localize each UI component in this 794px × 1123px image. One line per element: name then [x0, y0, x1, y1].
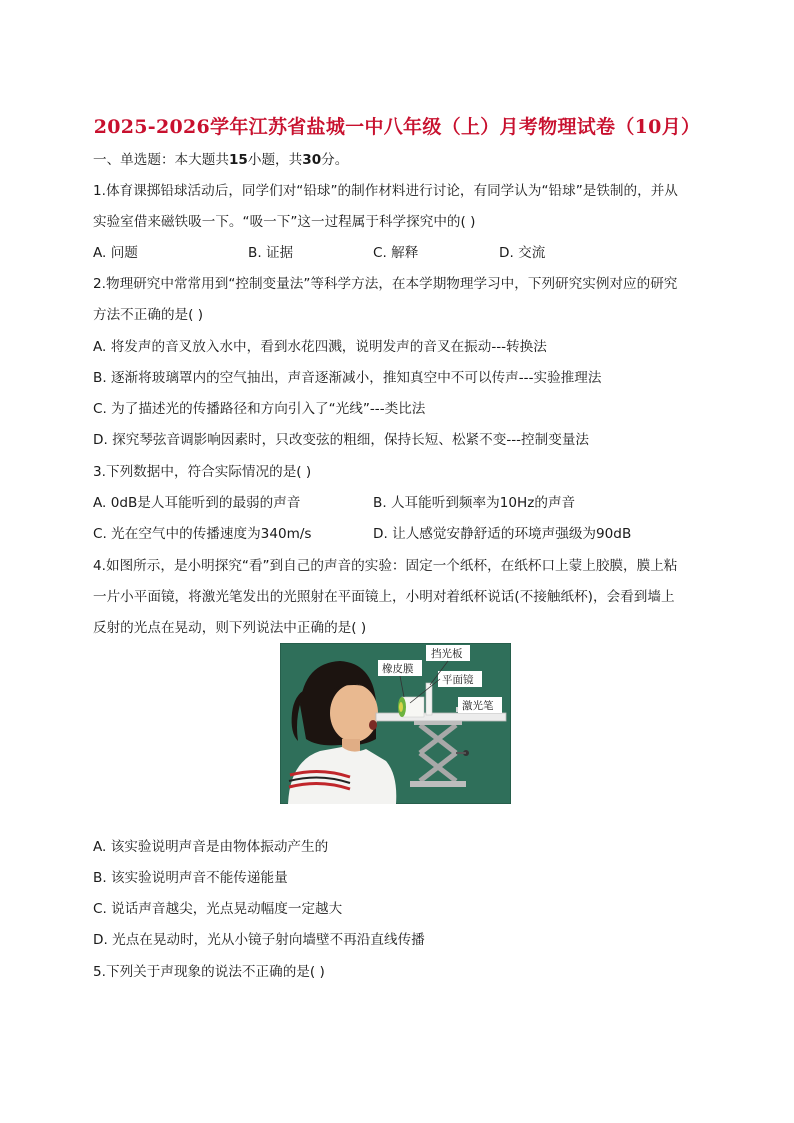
q4-option-c: C. 说话声音越尖，光点晃动幅度一定越大 [93, 901, 343, 917]
q1-option-c: C. 解释 [373, 245, 419, 261]
q4-option-a: A. 该实验说明声音是由物体振动产生的 [93, 839, 329, 855]
experiment-illustration [280, 643, 511, 804]
q5-stem: 5.下列关于声现象的说法不正确的是( ) [93, 964, 325, 980]
q1-stem-line1: 1.体育课掷铅球活动后，同学们对“铅球”的制作材料进行讨论，有同学认为“铅球”是铁制的，并从 [93, 183, 678, 199]
q4-stem-line2: 一片小平面镜，将激光笔发出的光照射在平面镜上，小明对着纸杯说话(不接触纸杯)，会看到墙上 [93, 589, 675, 605]
q2-option-a: A. 将发声的音叉放入水中，看到水花四溅，说明发声的音叉在振动---转换法 [93, 339, 547, 355]
q1-stem-line2: 实验室借来磁铁吸一下。“吸一下”这一过程属于科学探究中的( ) [93, 214, 476, 230]
label-laser-pen: 激光笔 [462, 700, 494, 712]
q2-option-c: C. 为了描述光的传播路径和方向引入了“光线”---类比法 [93, 401, 426, 417]
q2-stem-line2: 方法不正确的是( ) [93, 307, 204, 323]
q3-option-b: B. 人耳能听到频率为10Hz的声音 [373, 495, 576, 511]
section-question-count: 15 [228, 152, 248, 168]
q3-option-d: D. 让人感觉安静舒适的环境声强级为90dB [373, 526, 632, 542]
q3-option-a: A. 0dB是人耳能听到的最弱的声音 [93, 495, 301, 511]
exam-title: 2025-2026学年江苏省盐城一中八年级（上）月考物理试卷（10月） [93, 116, 701, 138]
section-heading [93, 150, 348, 170]
section-middle: 小题，共 [247, 152, 303, 168]
q1-option-d: D. 交流 [499, 245, 546, 261]
section-suffix: 分。 [321, 152, 349, 168]
q4-stem-line3: 反射的光点在晃动，则下列说法中正确的是( ) [93, 620, 367, 636]
q4-experiment-photo [280, 643, 511, 804]
label-blocking-board: 挡光板 [431, 648, 463, 660]
q3-stem: 3.下列数据中，符合实际情况的是( ) [93, 464, 312, 480]
section-prefix: 一、单选题：本大题共 [93, 152, 229, 168]
q4-option-b: B. 该实验说明声音不能传递能量 [93, 870, 288, 886]
section-score: 30 [302, 152, 322, 168]
label-plane-mirror: 平面镜 [442, 674, 474, 686]
q4-stem-line1: 4.如图所示，是小明探究“看”到自己的声音的实验：固定一个纸杯，在纸杯口上蒙上胶膜，膜上粘 [93, 558, 678, 574]
q3-option-c: C. 光在空气中的传播速度为340m/s [93, 526, 312, 542]
q2-stem-line1: 2.物理研究中常常用到“控制变量法”等科学方法，在本学期物理学习中，下列研究实例对应的研究 [93, 276, 678, 292]
q1-option-a: A. 问题 [93, 245, 138, 261]
q1-option-b: B. 证据 [248, 245, 294, 261]
label-rubber-membrane: 橡皮膜 [382, 663, 414, 675]
q4-option-d: D. 光点在晃动时，光从小镜子射向墙壁不再沿直线传播 [93, 932, 425, 948]
q2-option-d: D. 探究琴弦音调影响因素时，只改变弦的粗细，保持长短、松紧不变---控制变量法 [93, 432, 590, 448]
q2-option-b: B. 逐渐将玻璃罩内的空气抽出，声音逐渐减小，推知真空中不可以传声---实验推理法 [93, 370, 602, 386]
